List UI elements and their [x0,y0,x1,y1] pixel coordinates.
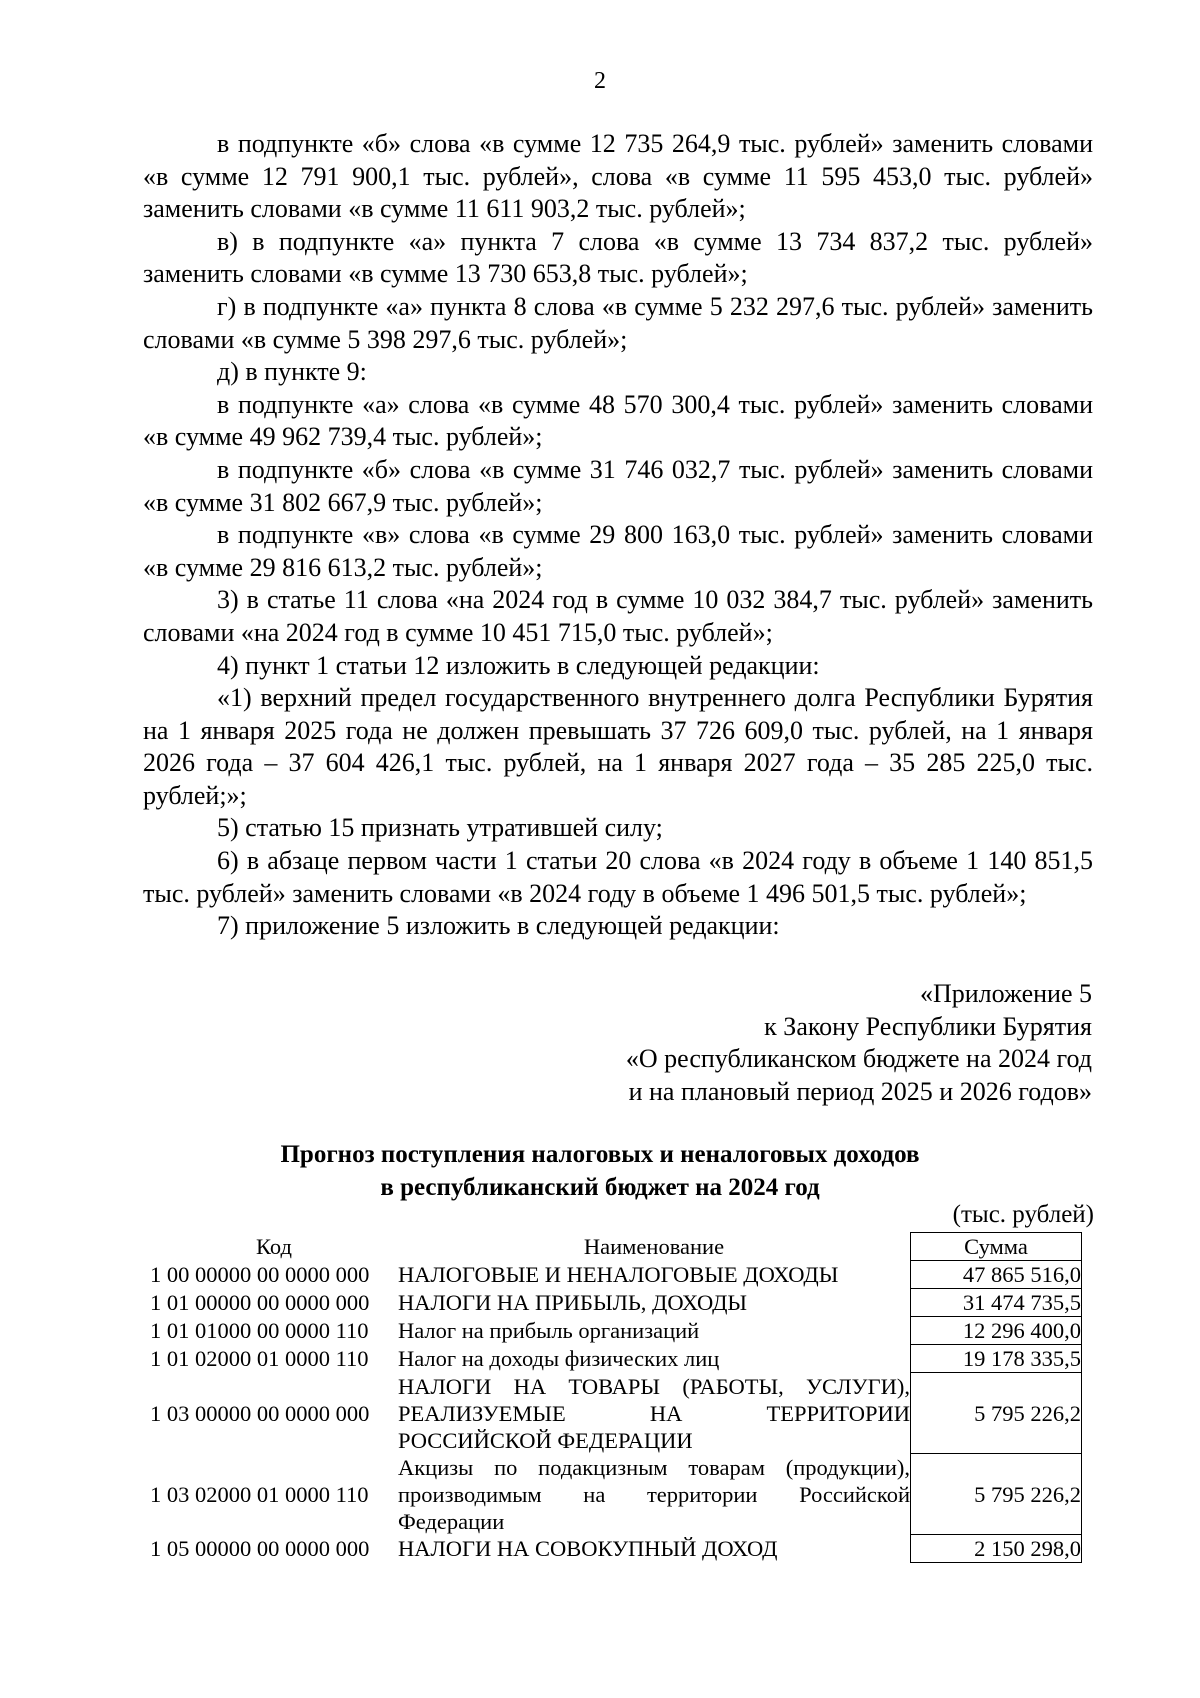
row-code: 1 01 02000 01 0000 110 [150,1346,369,1371]
row-amount: 31 474 735,5 [911,1289,1082,1317]
row-code: 1 00 00000 00 0000 000 [150,1262,370,1287]
table-row [150,1373,1082,1454]
paragraph: в) в подпункте «а» пункта 7 слова «в сумме 13 734 837,2 тыс. рублей» заменить словами «в сумме 13 730 653,8 тыс. рублей»; [143,226,1093,289]
paragraph: 7) приложение 5 изложить в следующей редакции: [217,911,780,941]
paragraph: в подпункте «б» слова «в сумме 31 746 032,7 тыс. рублей» заменить словами «в сумме 31 802 667,9 тыс. рублей»; [143,454,1093,517]
row-amount: 2 150 298,0 [911,1535,1082,1563]
paragraph: 3) в статье 11 слова «на 2024 год в сумме 10 032 384,7 тыс. рублей» заменить словами «на 2024 год в сумме 10 451 715,0 тыс. рублей»; [143,585,1093,647]
paragraph: г) в подпункте «а» пункта 8 слова «в сумме 5 232 297,6 тыс. рублей» заменить словами «в сумме 5 398 297,6 тыс. рублей»; [143,291,1093,354]
row-name: Налог на прибыль организаций [398,1318,700,1343]
table-row [150,1317,1082,1345]
appendix-line: «О республиканском бюджете на 2024 год [625,1044,1092,1074]
table-row [150,1454,1082,1535]
paragraph: 5) статью 15 признать утратившей силу; [217,813,663,843]
paragraph: в подпункте «б» слова «в сумме 12 735 264,9 тыс. рублей» заменить словами «в сумме 12 791 900,1 тыс. рублей», слова «в сумме 11 595 453,0 тыс. рублей» заменить словами «в сумме 11 611 903,2 тыс. рублей»; [143,129,1093,224]
header-amount: Сумма [911,1233,1082,1261]
row-amount: 47 865 516,0 [911,1261,1082,1289]
row-amount: 5 795 226,2 [911,1373,1082,1454]
paragraph: в подпункте «а» слова «в сумме 48 570 300,4 тыс. рублей» заменить словами «в сумме 49 962 739,4 тыс. рублей»; [143,389,1093,452]
appendix-line: «Приложение 5 [919,979,1092,1008]
amendments-text [143,128,1093,943]
units-label: (тыс. рублей) [952,1201,1094,1228]
table-row [150,1535,1082,1563]
row-name: НАЛОГИ НА ПРИБЫЛЬ, ДОХОДЫ [398,1290,748,1315]
table-header-row [150,1233,1082,1261]
paragraph: 4) пункт 1 статьи 12 изложить в следующей редакции: [217,650,820,680]
header-code: Код [256,1234,292,1259]
row-name: НАЛОГИ НА СОВОКУПНЫЙ ДОХОД [398,1536,778,1561]
row-name: НАЛОГОВЫЕ И НЕНАЛОГОВЫЕ ДОХОДЫ [398,1262,839,1287]
document-title [0,1138,1200,1204]
appendix-line: и на плановый период 2025 и 2026 годов» [628,1076,1092,1106]
row-code: 1 01 00000 00 0000 000 [150,1290,370,1315]
header-name: Наименование [583,1234,725,1259]
row-code: 1 03 00000 00 0000 000 [150,1400,370,1426]
row-name: НАЛОГИ НА ТОВАРЫ (РАБОТЫ, УСЛУГИ), РЕАЛИЗУЕМЫЕ НА ТЕРРИТОРИИ РОССИЙСКОЙ ФЕДЕРАЦИИ [398,1373,910,1453]
paragraph: «1) верхний предел государственного внутреннего долга Республики Бурятия на 1 января 2025 года не должен превышать 37 726 609,0 тыс. рублей, на 1 января 2026 года – 37 604 426,1 тыс. рублей, на 1 января 2027 года – 35 285 225,0 тыс. рублей;»; [143,683,1093,810]
paragraph: 6) в абзаце первом части 1 статьи 20 слова «в 2024 году в объеме 1 140 851,5 тыс. рублей» заменить словами «в 2024 году в объеме 1 496 501,5 тыс. рублей»; [143,846,1093,908]
page-number: 2 [594,68,606,94]
row-code: 1 03 02000 01 0000 110 [150,1481,369,1507]
paragraph: д) в пункте 9: [217,357,367,387]
appendix-header [626,978,1092,1108]
table-row [150,1261,1082,1289]
row-amount: 5 795 226,2 [911,1454,1082,1535]
appendix-line: к Закону Республики Бурятия [764,1011,1092,1041]
table-row [150,1289,1082,1317]
title-line: в республиканский бюджет на 2024 год [380,1174,820,1201]
row-name: Акцизы по подакцизным товарам (продукции), производимым на территории Российской Федерации [398,1454,910,1534]
row-code: 1 05 00000 00 0000 000 [150,1536,370,1561]
table-row [150,1345,1082,1373]
paragraph: в подпункте «в» слова «в сумме 29 800 163,0 тыс. рублей» заменить словами «в сумме 29 816 613,2 тыс. рублей»; [143,520,1093,582]
row-amount: 19 178 335,5 [911,1345,1082,1373]
row-code: 1 01 01000 00 0000 110 [150,1318,369,1343]
row-amount: 12 296 400,0 [911,1317,1082,1345]
revenue-table [150,1232,1082,1563]
row-name: Налог на доходы физических лиц [398,1346,720,1371]
title-line: Прогноз поступления налоговых и неналоговых доходов [280,1141,920,1168]
